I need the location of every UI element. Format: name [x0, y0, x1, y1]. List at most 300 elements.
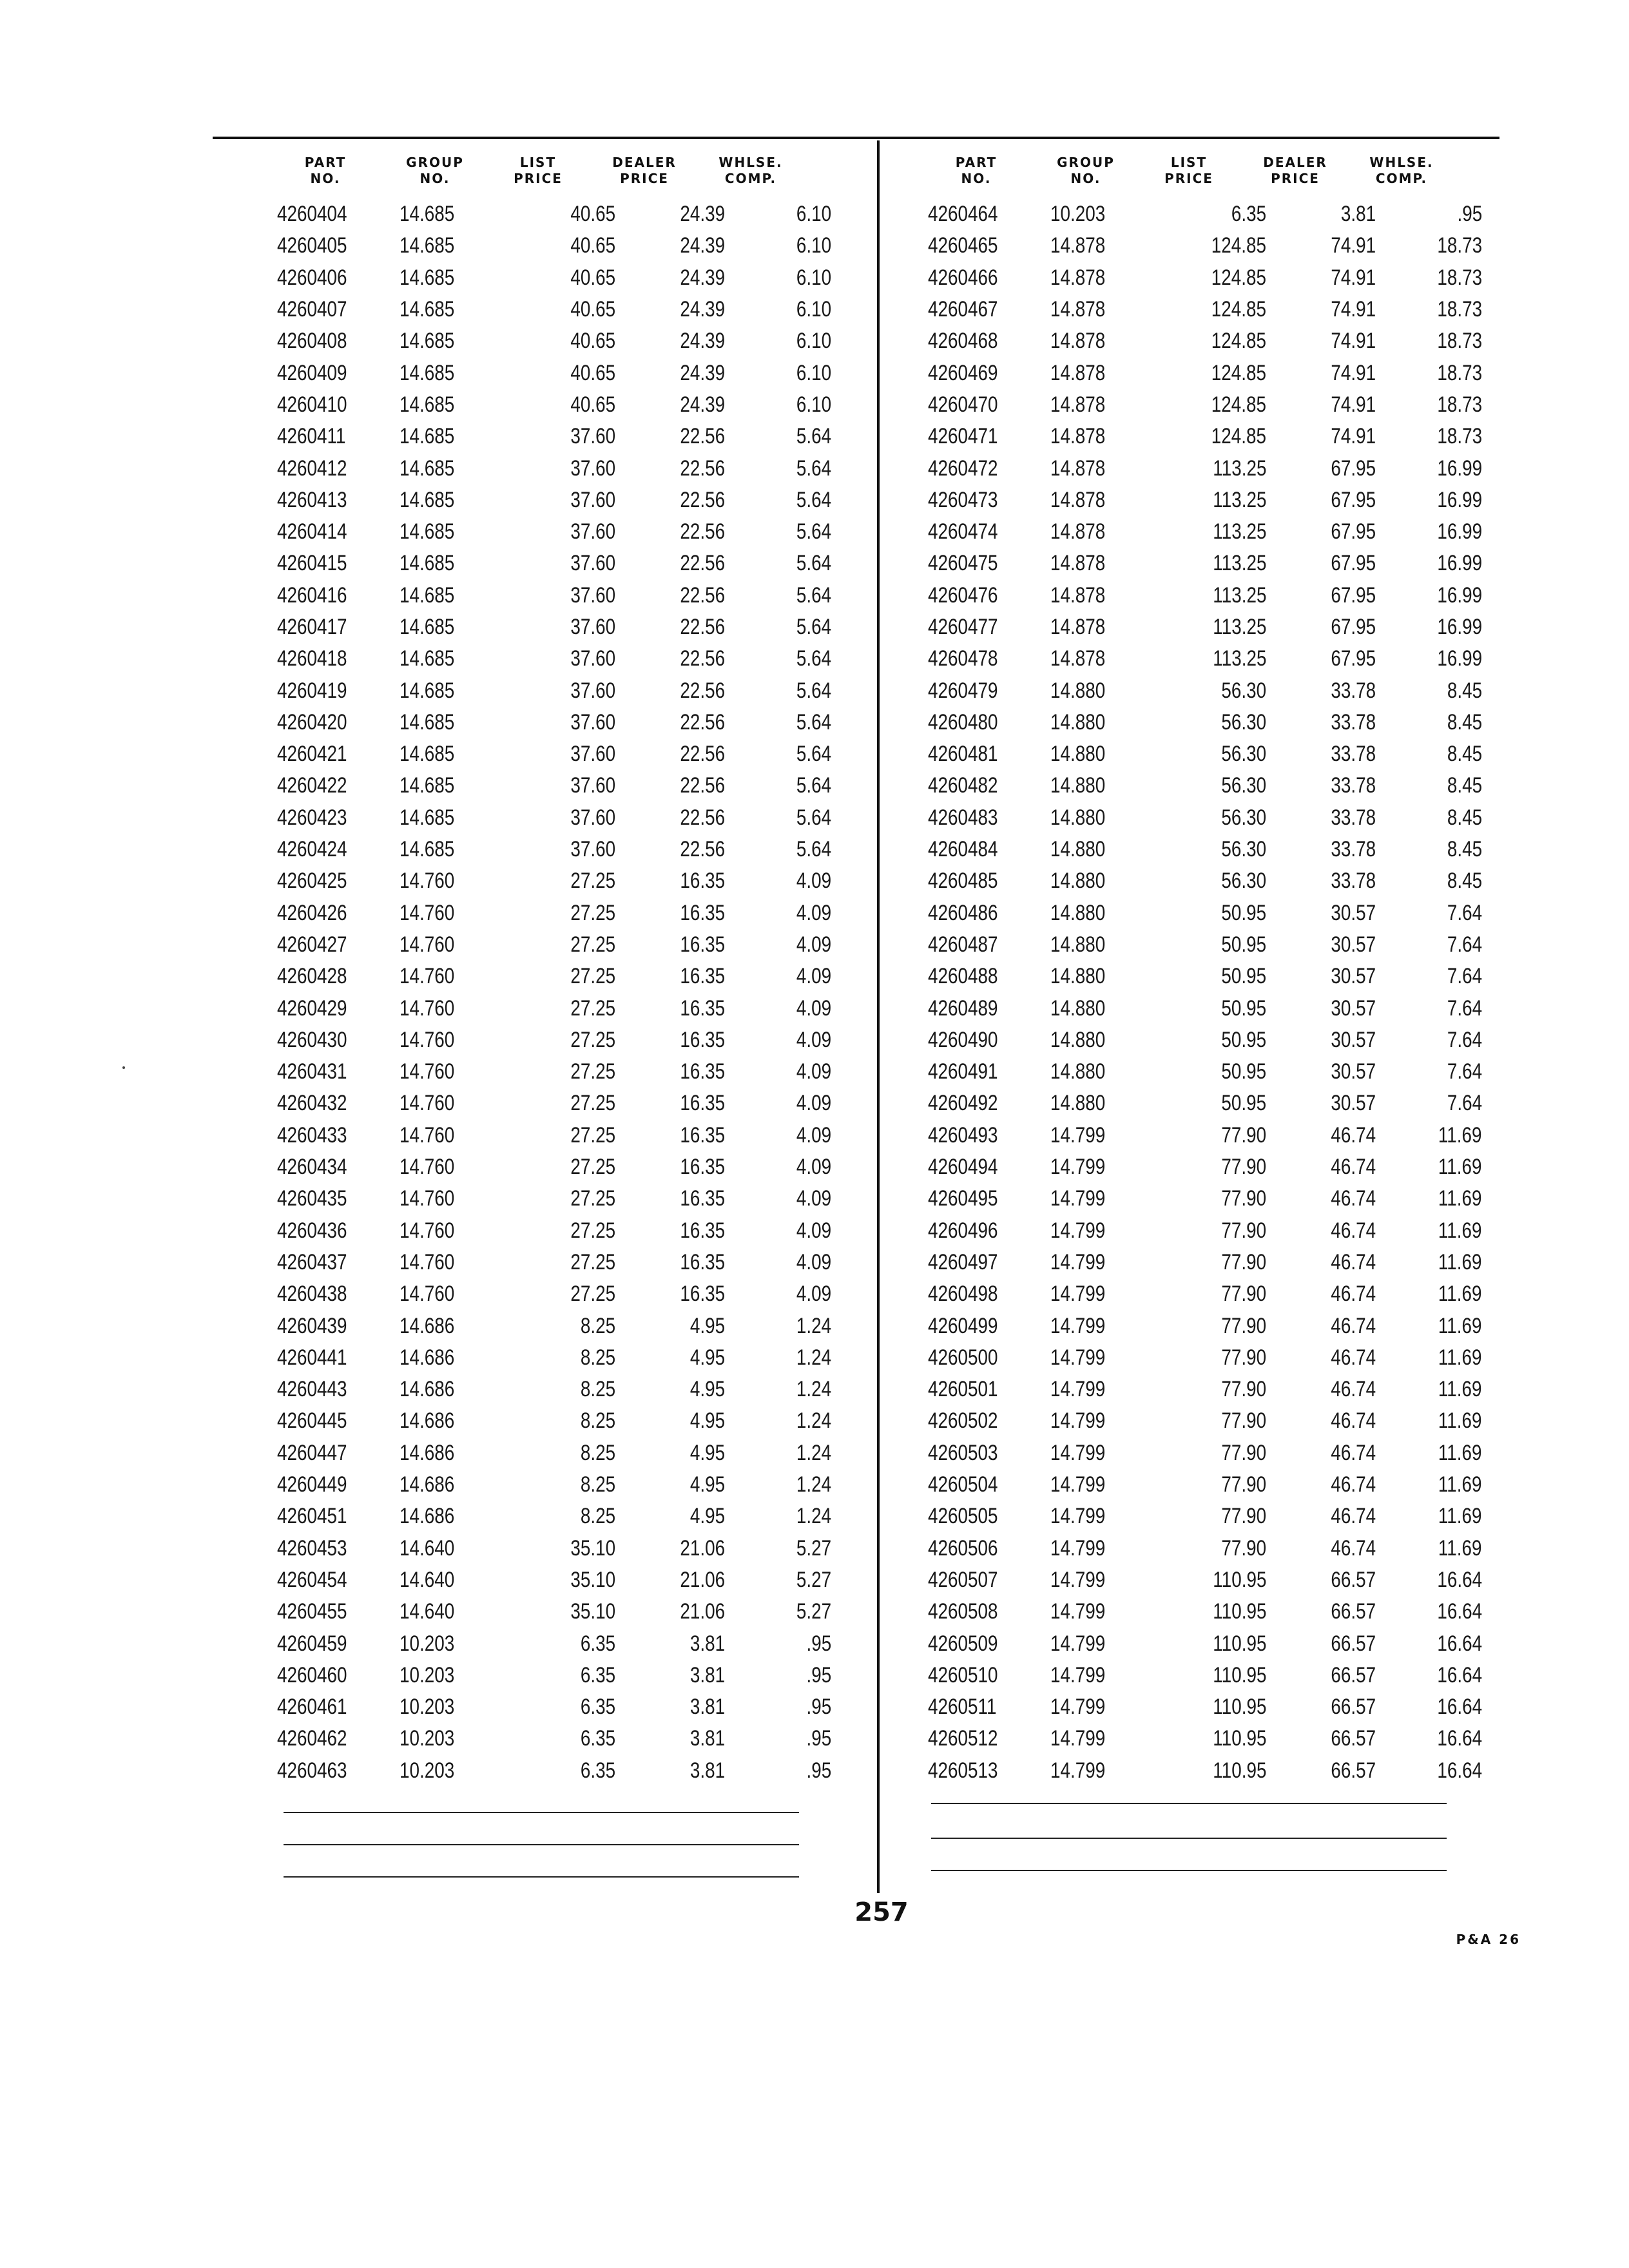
part-no-cell: [928, 1504, 1050, 1529]
dealer-price-cell: [615, 1472, 725, 1497]
table-row: [928, 1215, 1482, 1247]
part-no-cell: [928, 392, 1050, 418]
part-no-cell-text: 4260473: [928, 487, 998, 512]
group-no-cell-text: 14.880: [1050, 1027, 1106, 1052]
list-price-cell: [506, 1186, 615, 1211]
dealer-price-cell: [615, 996, 725, 1021]
dealer-price-cell: [1266, 1631, 1376, 1657]
part-no-cell-text: 4260499: [928, 1313, 998, 1338]
whlse-comp-cell: [725, 1250, 831, 1275]
part-no-cell-text: 4260404: [277, 202, 347, 227]
table-row: [928, 1532, 1482, 1564]
list-price-cell-text: 6.35: [1231, 202, 1266, 227]
whlse-comp-cell-text: .95: [806, 1726, 831, 1751]
part-no-cell-text: 4260475: [928, 551, 998, 576]
table-row: [928, 1056, 1482, 1088]
whlse-comp-cell-text: 18.73: [1437, 360, 1482, 385]
group-no-cell: [400, 1695, 506, 1720]
group-no-cell: [1050, 1536, 1157, 1561]
dealer-price-cell: [615, 1631, 725, 1657]
list-price-cell: [506, 265, 615, 291]
dealer-price-cell-text: 22.56: [680, 487, 725, 512]
group-no-cell: [1050, 710, 1157, 735]
list-price-cell-text: 124.85: [1211, 233, 1266, 258]
table-row: [928, 389, 1482, 421]
part-no-cell-text: 4260478: [928, 646, 998, 671]
list-price-cell: [506, 1441, 615, 1466]
dealer-price-cell-text: 67.95: [1331, 487, 1376, 512]
whlse-comp-cell: [725, 805, 831, 831]
part-no-cell-text: 4260500: [928, 1345, 998, 1370]
list-price-cell-text: 56.30: [1221, 837, 1266, 862]
list-price-cell: [506, 1028, 615, 1053]
whlse-comp-cell-text: 7.64: [1447, 1091, 1482, 1116]
dealer-price-cell-text: 33.78: [1331, 869, 1376, 894]
group-no-cell-text: 14.878: [1050, 582, 1106, 608]
part-no-cell: [928, 1663, 1050, 1688]
dealer-price-cell-text: 66.57: [1331, 1631, 1376, 1656]
whlse-comp-cell-text: 5.64: [796, 646, 831, 671]
dealer-price-cell-text: 4.95: [689, 1345, 725, 1370]
dealer-price-cell-text: 66.57: [1331, 1695, 1376, 1720]
part-no-cell: [277, 297, 400, 322]
whlse-comp-cell: [1376, 392, 1482, 418]
group-no-cell-text: 14.760: [400, 1186, 455, 1211]
part-no-cell: [928, 1441, 1050, 1466]
whlse-comp-cell: [725, 1377, 831, 1402]
group-no-cell: [1050, 1028, 1157, 1053]
part-no-cell: [928, 1250, 1050, 1275]
group-no-cell: [1050, 1631, 1157, 1657]
list-price-cell-text: 50.95: [1221, 932, 1266, 957]
list-price-cell-text: 37.60: [570, 615, 615, 639]
part-no-cell: [928, 1726, 1050, 1751]
table-row: [928, 865, 1482, 897]
part-no-cell: [277, 1250, 400, 1275]
table-row: [928, 834, 1482, 865]
whlse-comp-cell-text: 5.64: [796, 582, 831, 608]
whlse-comp-cell: [1376, 710, 1482, 735]
whlse-comp-cell-text: 1.24: [796, 1345, 831, 1370]
list-price-cell-text: 40.65: [570, 202, 615, 227]
part-no-cell: [277, 1155, 400, 1180]
group-no-cell: [400, 742, 506, 767]
group-no-cell-text: 14.685: [400, 742, 455, 767]
list-price-cell: [1157, 297, 1266, 322]
list-price-cell: [506, 456, 615, 481]
dealer-price-cell-text: 66.57: [1331, 1567, 1376, 1592]
list-price-cell: [1157, 519, 1266, 544]
part-no-cell: [277, 583, 400, 608]
dealer-price-cell: [615, 424, 725, 449]
part-no-cell-text: 4260433: [277, 1122, 347, 1148]
dealer-price-cell-text: 4.95: [689, 1504, 725, 1529]
whlse-comp-cell: [725, 1504, 831, 1529]
table-row: [277, 1342, 831, 1374]
dealer-price-cell: [615, 329, 725, 354]
dealer-price-cell-text: 21.06: [680, 1599, 725, 1624]
list-price-cell-text: 124.85: [1211, 392, 1266, 417]
group-no-cell-text: 14.878: [1050, 551, 1106, 576]
group-no-cell-text: 14.799: [1050, 1758, 1106, 1783]
part-no-cell: [277, 1091, 400, 1116]
dealer-price-cell-text: 22.56: [680, 678, 725, 703]
whlse-comp-cell: [725, 742, 831, 767]
list-price-cell-text: 37.60: [570, 551, 615, 576]
part-no-cell-text: 4260430: [277, 1027, 347, 1052]
group-no-cell-text: 14.685: [400, 519, 455, 544]
group-no-cell: [400, 1568, 506, 1593]
list-price-cell-text: 124.85: [1211, 329, 1266, 354]
header-whlse-comp: WHLSE. COMP.: [1369, 155, 1434, 186]
group-no-cell-text: 14.880: [1050, 869, 1106, 894]
part-no-cell: [928, 202, 1050, 227]
group-no-cell-text: 14.686: [400, 1313, 455, 1338]
whlse-comp-cell: [1376, 1631, 1482, 1657]
whlse-comp-cell: [1376, 1314, 1482, 1339]
list-price-cell: [1157, 615, 1266, 640]
whlse-comp-cell: [1376, 1345, 1482, 1370]
whlse-comp-cell: [1376, 1186, 1482, 1211]
group-no-cell-text: 14.799: [1050, 1504, 1106, 1529]
whlse-comp-cell: [1376, 932, 1482, 957]
list-price-cell: [1157, 1218, 1266, 1244]
group-no-cell-text: 14.880: [1050, 1059, 1106, 1084]
list-price-cell: [1157, 646, 1266, 671]
whlse-comp-cell: [725, 1218, 831, 1244]
whlse-comp-cell-text: 1.24: [796, 1377, 831, 1402]
group-no-cell-text: 14.760: [400, 1282, 455, 1307]
group-no-cell: [1050, 519, 1157, 544]
dealer-price-cell-text: 46.74: [1331, 1249, 1376, 1274]
part-no-cell: [277, 615, 400, 640]
list-price-cell-text: 40.65: [570, 360, 615, 385]
dealer-price-cell: [1266, 1282, 1376, 1307]
group-no-cell-text: 14.878: [1050, 646, 1106, 671]
part-no-cell: [277, 1568, 400, 1593]
list-price-cell: [1157, 1758, 1266, 1783]
whlse-comp-cell: [1376, 1536, 1482, 1561]
list-price-cell-text: 27.25: [570, 1155, 615, 1180]
list-price-cell: [1157, 392, 1266, 418]
part-no-cell: [928, 901, 1050, 926]
table-row: [277, 198, 831, 230]
whlse-comp-cell: [725, 297, 831, 322]
list-price-cell: [1157, 1186, 1266, 1211]
part-no-cell-text: 4260479: [928, 678, 998, 703]
dealer-price-cell-text: 30.57: [1331, 1027, 1376, 1052]
table-row: [277, 580, 831, 611]
dealer-price-cell-text: 30.57: [1331, 932, 1376, 957]
group-no-cell: [400, 1059, 506, 1084]
part-no-cell: [277, 964, 400, 989]
group-no-cell: [400, 202, 506, 227]
whlse-comp-cell: [1376, 773, 1482, 798]
part-no-cell-text: 4260503: [928, 1440, 998, 1465]
dealer-price-cell: [1266, 265, 1376, 291]
group-no-cell-text: 14.685: [400, 456, 455, 481]
whlse-comp-cell-text: 11.69: [1438, 1313, 1482, 1338]
list-price-cell: [1157, 1028, 1266, 1053]
part-no-cell: [928, 233, 1050, 258]
part-no-cell: [277, 1282, 400, 1307]
whlse-comp-cell-text: 4.09: [796, 1249, 831, 1274]
list-price-cell-text: 77.90: [1221, 1535, 1266, 1561]
whlse-comp-cell: [725, 646, 831, 671]
group-no-cell-text: 14.760: [400, 1059, 455, 1084]
header-part-no: PART NO.: [955, 155, 998, 186]
list-price-cell-text: 124.85: [1211, 297, 1266, 322]
group-no-cell: [1050, 1250, 1157, 1275]
dealer-price-cell: [615, 1726, 725, 1751]
dealer-price-cell: [615, 1282, 725, 1307]
list-price-cell: [506, 1218, 615, 1244]
list-price-cell: [506, 424, 615, 449]
list-price-cell-text: 77.90: [1221, 1282, 1266, 1307]
list-price-cell: [506, 1504, 615, 1529]
part-no-cell-text: 4260437: [277, 1249, 347, 1274]
dealer-price-cell: [615, 1123, 725, 1148]
group-no-cell: [1050, 1568, 1157, 1593]
whlse-comp-cell: [725, 1091, 831, 1116]
dealer-price-cell: [1266, 1345, 1376, 1370]
group-no-cell: [400, 1441, 506, 1466]
whlse-comp-cell: [725, 583, 831, 608]
dealer-price-cell-text: 30.57: [1331, 964, 1376, 989]
list-price-cell: [1157, 1631, 1266, 1657]
list-price-cell-text: 37.60: [570, 487, 615, 512]
table-row: [277, 1596, 831, 1628]
dealer-price-cell-text: 33.78: [1331, 773, 1376, 798]
group-no-cell: [400, 1726, 506, 1751]
whlse-comp-cell: [1376, 1663, 1482, 1688]
list-price-cell-text: 56.30: [1221, 773, 1266, 798]
part-no-cell: [928, 678, 1050, 704]
dealer-price-cell-text: 24.39: [680, 265, 725, 290]
list-price-cell-text: 37.60: [570, 424, 615, 449]
dealer-price-cell-text: 67.95: [1331, 646, 1376, 671]
table-row: [928, 1120, 1482, 1151]
whlse-comp-cell-text: 4.09: [796, 1059, 831, 1084]
whlse-comp-cell: [1376, 1155, 1482, 1180]
whlse-comp-cell-text: 11.69: [1438, 1218, 1482, 1243]
dealer-price-cell: [1266, 1599, 1376, 1624]
whlse-comp-cell-text: 11.69: [1438, 1535, 1482, 1561]
group-no-cell: [1050, 1186, 1157, 1211]
whlse-comp-cell-text: 6.10: [796, 392, 831, 417]
part-no-cell-text: 4260464: [928, 202, 998, 227]
whlse-comp-cell-text: .95: [806, 1631, 831, 1656]
whlse-comp-cell-text: 4.09: [796, 995, 831, 1021]
part-no-cell: [928, 1695, 1050, 1720]
part-no-cell: [277, 1631, 400, 1657]
group-no-cell-text: 14.760: [400, 1091, 455, 1116]
table-row: [277, 516, 831, 548]
dealer-price-cell: [615, 1059, 725, 1084]
group-no-cell: [1050, 964, 1157, 989]
group-no-cell: [400, 996, 506, 1021]
list-price-cell-text: 27.25: [570, 1186, 615, 1211]
whlse-comp-cell-text: 5.64: [796, 742, 831, 767]
dealer-price-cell-text: 16.35: [680, 1186, 725, 1211]
group-no-cell-text: 14.760: [400, 1122, 455, 1148]
list-price-cell-text: 50.95: [1221, 1091, 1266, 1116]
column-divider: [877, 140, 880, 1893]
list-price-cell: [1157, 837, 1266, 862]
part-no-cell: [277, 265, 400, 291]
group-no-cell: [1050, 1314, 1157, 1339]
list-price-cell: [1157, 1250, 1266, 1275]
group-no-cell-text: 14.799: [1050, 1695, 1106, 1720]
part-no-cell: [928, 1472, 1050, 1497]
whlse-comp-cell: [725, 1282, 831, 1307]
part-no-cell: [928, 1186, 1050, 1211]
dealer-price-cell: [615, 1758, 725, 1783]
group-no-cell: [1050, 1377, 1157, 1402]
table-row: [277, 1088, 831, 1119]
group-no-cell-text: 14.685: [400, 233, 455, 258]
whlse-comp-cell-text: 7.64: [1447, 1059, 1482, 1084]
whlse-comp-cell-text: 11.69: [1438, 1472, 1482, 1497]
whlse-comp-cell-text: .95: [1457, 202, 1482, 227]
whlse-comp-cell-text: 5.64: [796, 551, 831, 576]
dealer-price-cell-text: 30.57: [1331, 995, 1376, 1021]
group-no-cell-text: 14.880: [1050, 900, 1106, 925]
whlse-comp-cell: [725, 1059, 831, 1084]
list-price-cell-text: 110.95: [1212, 1726, 1266, 1751]
group-no-cell: [400, 1314, 506, 1339]
dealer-price-cell-text: 3.81: [1340, 202, 1376, 227]
dealer-price-cell-text: 33.78: [1331, 805, 1376, 830]
table-row: [277, 325, 831, 357]
dealer-price-cell: [615, 233, 725, 258]
whlse-comp-cell: [725, 233, 831, 258]
part-no-cell: [928, 1155, 1050, 1180]
list-price-cell-text: 56.30: [1221, 709, 1266, 735]
whlse-comp-cell-text: 7.64: [1447, 900, 1482, 925]
list-price-cell: [506, 1408, 615, 1434]
group-no-cell: [1050, 615, 1157, 640]
part-no-cell-text: 4260435: [277, 1186, 347, 1211]
part-no-cell: [277, 1028, 400, 1053]
group-no-cell-text: 14.878: [1050, 233, 1106, 258]
group-no-cell: [400, 488, 506, 513]
list-price-cell-text: 35.10: [570, 1535, 615, 1561]
part-no-cell-text: 4260494: [928, 1155, 998, 1180]
whlse-comp-cell: [1376, 519, 1482, 544]
dealer-price-cell: [1266, 1028, 1376, 1053]
group-no-cell-text: 14.880: [1050, 837, 1106, 862]
group-no-cell: [400, 615, 506, 640]
group-no-cell: [1050, 1218, 1157, 1244]
list-price-cell: [1157, 488, 1266, 513]
list-price-cell: [506, 583, 615, 608]
group-no-cell: [1050, 1695, 1157, 1720]
dealer-price-cell-text: 22.56: [680, 773, 725, 798]
whlse-comp-cell: [1376, 805, 1482, 831]
dealer-price-cell-text: 46.74: [1331, 1345, 1376, 1370]
group-no-cell-text: 14.799: [1050, 1155, 1106, 1180]
dealer-price-cell-text: 22.56: [680, 551, 725, 576]
table-row: [928, 738, 1482, 770]
table-row: [928, 1310, 1482, 1341]
dealer-price-cell-text: 16.35: [680, 1091, 725, 1116]
whlse-comp-cell: [725, 1441, 831, 1466]
part-no-cell: [928, 1314, 1050, 1339]
part-no-cell: [277, 773, 400, 798]
dealer-price-cell: [615, 551, 725, 576]
part-no-cell: [277, 1314, 400, 1339]
group-no-cell: [400, 710, 506, 735]
group-no-cell-text: 14.799: [1050, 1535, 1106, 1561]
part-no-cell-text: 4260465: [928, 233, 998, 258]
group-no-cell-text: 14.685: [400, 837, 455, 862]
dealer-price-cell: [1266, 1091, 1376, 1116]
dealer-price-cell: [1266, 488, 1376, 513]
list-price-cell: [506, 1758, 615, 1783]
part-no-cell-text: 4260428: [277, 964, 347, 989]
dealer-price-cell: [615, 1536, 725, 1561]
table-row: [277, 1501, 831, 1532]
group-no-cell-text: 14.640: [400, 1567, 455, 1592]
list-price-cell-text: 77.90: [1221, 1218, 1266, 1243]
table-row: [277, 1469, 831, 1501]
dealer-price-cell-text: 4.95: [689, 1377, 725, 1402]
whlse-comp-cell-text: .95: [806, 1662, 831, 1687]
blank-entry-line: [931, 1803, 1447, 1804]
list-price-cell-text: 27.25: [570, 1218, 615, 1243]
dealer-price-cell: [615, 901, 725, 926]
dealer-price-cell: [1266, 1695, 1376, 1720]
list-price-cell: [506, 678, 615, 704]
dealer-price-cell-text: 22.56: [680, 615, 725, 639]
table-row: [928, 1342, 1482, 1374]
whlse-comp-cell: [1376, 1441, 1482, 1466]
part-no-cell-text: 4260415: [277, 551, 347, 576]
list-price-cell: [506, 837, 615, 862]
whlse-comp-cell-text: 7.64: [1447, 1027, 1482, 1052]
whlse-comp-cell: [725, 1155, 831, 1180]
part-no-cell: [928, 1408, 1050, 1434]
dealer-price-cell-text: 21.06: [680, 1567, 725, 1592]
list-price-cell-text: 77.90: [1221, 1122, 1266, 1148]
dealer-price-cell: [1266, 1250, 1376, 1275]
table-row: [928, 611, 1482, 643]
whlse-comp-cell-text: 11.69: [1438, 1377, 1482, 1402]
whlse-comp-cell: [725, 1408, 831, 1434]
dealer-price-cell: [1266, 424, 1376, 449]
dealer-price-cell-text: 24.39: [680, 360, 725, 385]
list-price-cell: [1157, 1282, 1266, 1307]
table-row: [277, 294, 831, 325]
list-price-cell: [506, 901, 615, 926]
list-price-cell: [506, 488, 615, 513]
part-no-cell: [277, 1186, 400, 1211]
whlse-comp-cell: [1376, 265, 1482, 291]
group-no-cell-text: 14.878: [1050, 265, 1106, 290]
group-no-cell-text: 14.878: [1050, 487, 1106, 512]
dealer-price-cell-text: 3.81: [689, 1695, 725, 1720]
part-no-cell-text: 4260506: [928, 1535, 998, 1561]
part-no-cell: [928, 1028, 1050, 1053]
dealer-price-cell: [1266, 742, 1376, 767]
blank-entry-line: [931, 1870, 1447, 1871]
part-no-cell: [928, 996, 1050, 1021]
whlse-comp-cell-text: 5.64: [796, 837, 831, 862]
list-price-cell: [506, 1536, 615, 1561]
part-no-cell: [277, 1695, 400, 1720]
dealer-price-cell: [1266, 519, 1376, 544]
